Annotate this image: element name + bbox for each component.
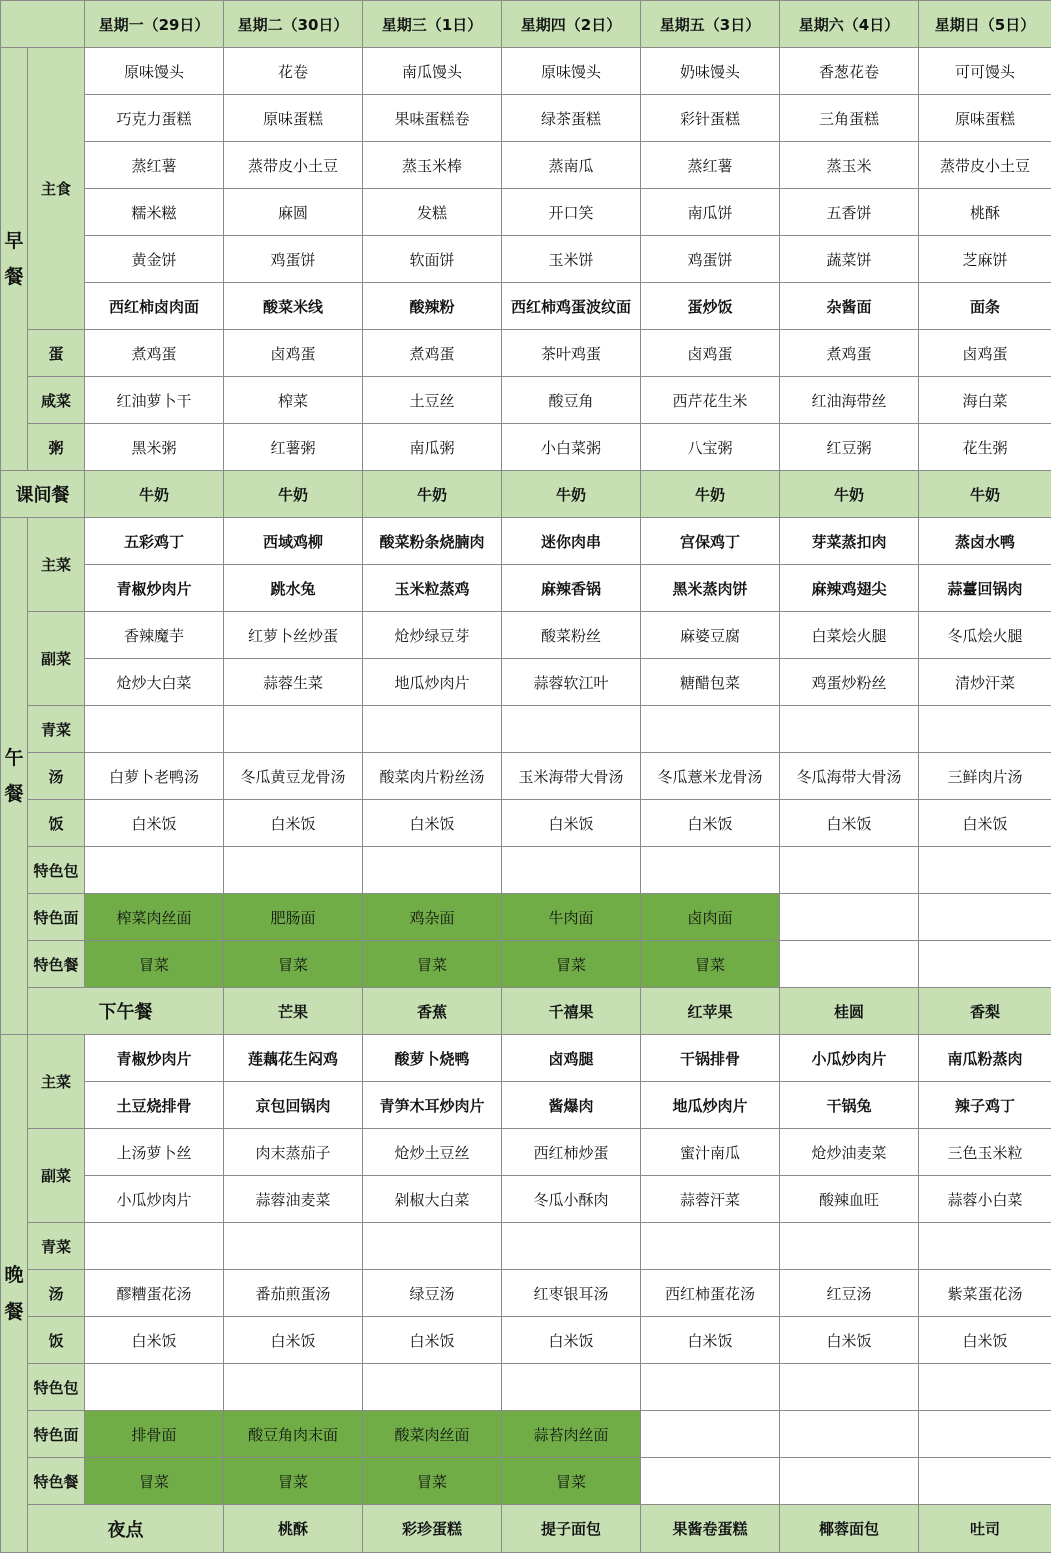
- menu-cell: 玉米粒蒸鸡: [363, 565, 502, 612]
- menu-row: [1, 894, 1051, 941]
- menu-cell: 冒菜: [641, 941, 780, 988]
- menu-cell: 蒸玉米棒: [363, 142, 502, 189]
- menu-cell: 糖醋包菜: [641, 659, 780, 706]
- menu-cell: 红油萝卜干: [85, 377, 224, 424]
- menu-cell: 果味蛋糕卷: [363, 95, 502, 142]
- category-label: 特色餐: [28, 941, 85, 988]
- menu-cell: 酸菜肉片粉丝汤: [363, 753, 502, 800]
- category-label: 副菜: [28, 612, 85, 706]
- menu-cell: 彩珍蛋糕: [363, 1505, 502, 1553]
- menu-cell: 原味蛋糕: [224, 95, 363, 142]
- menu-row: [1, 1129, 1051, 1176]
- menu-cell: [780, 1411, 919, 1458]
- menu-cell: 干锅兔: [780, 1082, 919, 1129]
- menu-cell: 三鲜肉片汤: [919, 753, 1051, 800]
- menu-cell: 牛奶: [85, 471, 224, 518]
- menu-cell: 鸡蛋饼: [641, 236, 780, 283]
- menu-cell: [780, 894, 919, 941]
- menu-cell: 酸辣血旺: [780, 1176, 919, 1223]
- menu-row: [1, 283, 1051, 330]
- menu-cell: [919, 706, 1051, 753]
- menu-cell: [85, 1364, 224, 1411]
- category-label: 特色面: [28, 1411, 85, 1458]
- menu-cell: 白米饭: [502, 800, 641, 847]
- menu-cell: 青笋木耳炒肉片: [363, 1082, 502, 1129]
- menu-cell: 南瓜馒头: [363, 48, 502, 95]
- meal-label-dinner: [1, 1035, 28, 1553]
- menu-cell: [919, 894, 1051, 941]
- menu-cell: 可可馒头: [919, 48, 1051, 95]
- menu-row: [1, 988, 1051, 1035]
- category-label: 主食: [28, 48, 85, 330]
- menu-cell: 三角蛋糕: [780, 95, 919, 142]
- menu-cell: 彩针蛋糕: [641, 95, 780, 142]
- category-label: 青菜: [28, 706, 85, 753]
- menu-cell: [502, 706, 641, 753]
- menu-cell: [502, 1364, 641, 1411]
- menu-cell: 白米饭: [919, 800, 1051, 847]
- menu-cell: 炝炒绿豆芽: [363, 612, 502, 659]
- menu-cell: 清炒汗菜: [919, 659, 1051, 706]
- menu-cell: 煮鸡蛋: [363, 330, 502, 377]
- menu-cell: 白米饭: [780, 1317, 919, 1364]
- menu-cell: 八宝粥: [641, 424, 780, 471]
- category-label: 饭: [28, 1317, 85, 1364]
- menu-cell: 蜜汁南瓜: [641, 1129, 780, 1176]
- menu-cell: 卤鸡腿: [502, 1035, 641, 1082]
- menu-cell: 宫保鸡丁: [641, 518, 780, 565]
- menu-cell: 酸菜肉丝面: [363, 1411, 502, 1458]
- menu-cell: 花生粥: [919, 424, 1051, 471]
- menu-cell: 蒜蓉软江叶: [502, 659, 641, 706]
- menu-cell: 红薯粥: [224, 424, 363, 471]
- menu-cell: [85, 706, 224, 753]
- menu-row: [1, 1364, 1051, 1411]
- menu-cell: [363, 847, 502, 894]
- category-label: 蛋: [28, 330, 85, 377]
- menu-cell: 鸡蛋炒粉丝: [780, 659, 919, 706]
- menu-cell: 肉末蒸茄子: [224, 1129, 363, 1176]
- menu-cell: 榨菜: [224, 377, 363, 424]
- menu-row: [1, 95, 1051, 142]
- menu-cell: 黑米粥: [85, 424, 224, 471]
- menu-cell: 原味蛋糕: [919, 95, 1051, 142]
- menu-cell: 芝麻饼: [919, 236, 1051, 283]
- menu-cell: 煮鸡蛋: [780, 330, 919, 377]
- menu-cell: [919, 941, 1051, 988]
- menu-cell: 西红柿炒蛋: [502, 1129, 641, 1176]
- menu-cell: 红萝卜丝炒蛋: [224, 612, 363, 659]
- menu-cell: [363, 1364, 502, 1411]
- menu-cell: 冒菜: [363, 1458, 502, 1505]
- menu-cell: 香辣魔芋: [85, 612, 224, 659]
- menu-cell: 地瓜炒肉片: [363, 659, 502, 706]
- menu-cell: 蒸卤水鸭: [919, 518, 1051, 565]
- menu-row: [1, 189, 1051, 236]
- menu-cell: 麻婆豆腐: [641, 612, 780, 659]
- menu-cell: 排骨面: [85, 1411, 224, 1458]
- menu-cell: 冬瓜烩火腿: [919, 612, 1051, 659]
- menu-cell: 西芹花生米: [641, 377, 780, 424]
- menu-cell: 西红柿卤肉面: [85, 283, 224, 330]
- menu-cell: 冒菜: [502, 941, 641, 988]
- menu-cell: 小瓜炒肉片: [780, 1035, 919, 1082]
- meal-label-breakfast: [1, 48, 28, 471]
- menu-cell: [224, 1364, 363, 1411]
- category-label: 主菜: [28, 1035, 85, 1129]
- meal-label-morning-snack: 课间餐: [1, 471, 85, 518]
- menu-cell: 巧克力蛋糕: [85, 95, 224, 142]
- menu-cell: [502, 1223, 641, 1270]
- day-header: 星期一（29日）: [85, 1, 224, 48]
- menu-cell: 冒菜: [363, 941, 502, 988]
- menu-cell: 白米饭: [641, 1317, 780, 1364]
- menu-cell: 卤鸡蛋: [224, 330, 363, 377]
- day-header: 星期四（2日）: [502, 1, 641, 48]
- menu-cell: 红油海带丝: [780, 377, 919, 424]
- menu-cell: 蒜蓉汗菜: [641, 1176, 780, 1223]
- category-label: 特色包: [28, 847, 85, 894]
- menu-cell: 白米饭: [780, 800, 919, 847]
- menu-cell: 奶味馒头: [641, 48, 780, 95]
- menu-cell: 提子面包: [502, 1505, 641, 1553]
- menu-cell: [641, 706, 780, 753]
- menu-cell: 蒜蓉小白菜: [919, 1176, 1051, 1223]
- menu-cell: 牛奶: [502, 471, 641, 518]
- menu-cell: 剁椒大白菜: [363, 1176, 502, 1223]
- menu-cell: 五彩鸡丁: [85, 518, 224, 565]
- menu-cell: 冬瓜薏米龙骨汤: [641, 753, 780, 800]
- menu-cell: 小白菜粥: [502, 424, 641, 471]
- menu-cell: 青椒炒肉片: [85, 1035, 224, 1082]
- menu-row: [1, 142, 1051, 189]
- menu-row: [1, 753, 1051, 800]
- category-label: 饭: [28, 800, 85, 847]
- menu-cell: 红枣银耳汤: [502, 1270, 641, 1317]
- category-label: 汤: [28, 1270, 85, 1317]
- menu-cell: 辣子鸡丁: [919, 1082, 1051, 1129]
- menu-cell: [780, 1458, 919, 1505]
- menu-cell: 蒸带皮小土豆: [224, 142, 363, 189]
- menu-cell: 西红柿蛋花汤: [641, 1270, 780, 1317]
- menu-cell: 鸡杂面: [363, 894, 502, 941]
- menu-cell: 酸豆角: [502, 377, 641, 424]
- menu-cell: 冒菜: [85, 941, 224, 988]
- menu-cell: 酱爆肉: [502, 1082, 641, 1129]
- menu-row: [1, 659, 1051, 706]
- menu-cell: [919, 847, 1051, 894]
- menu-cell: 牛奶: [919, 471, 1051, 518]
- menu-cell: 酸辣粉: [363, 283, 502, 330]
- menu-row: [1, 565, 1051, 612]
- menu-row: [1, 800, 1051, 847]
- menu-cell: 酸豆角肉末面: [224, 1411, 363, 1458]
- menu-cell: 紫菜蛋花汤: [919, 1270, 1051, 1317]
- menu-cell: 面条: [919, 283, 1051, 330]
- meal-label-text: 午餐: [5, 740, 24, 812]
- category-label: 特色面: [28, 894, 85, 941]
- menu-cell: 小瓜炒肉片: [85, 1176, 224, 1223]
- menu-row: [1, 1, 1051, 48]
- menu-cell: 西红柿鸡蛋波纹面: [502, 283, 641, 330]
- menu-cell: 白米饭: [502, 1317, 641, 1364]
- menu-cell: 蒸带皮小土豆: [919, 142, 1051, 189]
- menu-cell: 三色玉米粒: [919, 1129, 1051, 1176]
- menu-cell: 酸菜米线: [224, 283, 363, 330]
- menu-cell: 蒸红薯: [641, 142, 780, 189]
- menu-cell: 蒸南瓜: [502, 142, 641, 189]
- menu-cell: 青椒炒肉片: [85, 565, 224, 612]
- menu-cell: 炝炒油麦菜: [780, 1129, 919, 1176]
- menu-cell: 煮鸡蛋: [85, 330, 224, 377]
- menu-cell: 白米饭: [919, 1317, 1051, 1364]
- menu-cell: [641, 847, 780, 894]
- menu-cell: 红苹果: [641, 988, 780, 1035]
- menu-cell: 杂酱面: [780, 283, 919, 330]
- menu-cell: 冒菜: [224, 941, 363, 988]
- menu-row: [1, 471, 1051, 518]
- menu-cell: 卤鸡蛋: [641, 330, 780, 377]
- menu-cell: 桂圆: [780, 988, 919, 1035]
- menu-cell: 麻辣香锅: [502, 565, 641, 612]
- menu-cell: 冬瓜海带大骨汤: [780, 753, 919, 800]
- menu-row: [1, 1176, 1051, 1223]
- menu-cell: 芽菜蒸扣肉: [780, 518, 919, 565]
- menu-cell: 牛奶: [224, 471, 363, 518]
- menu-cell: 蒸玉米: [780, 142, 919, 189]
- menu-cell: [502, 847, 641, 894]
- menu-cell: 上汤萝卜丝: [85, 1129, 224, 1176]
- menu-cell: 白米饭: [224, 800, 363, 847]
- menu-cell: [780, 847, 919, 894]
- menu-cell: [919, 1411, 1051, 1458]
- menu-cell: 蒜蓉生菜: [224, 659, 363, 706]
- menu-cell: 香蕉: [363, 988, 502, 1035]
- category-label: 特色餐: [28, 1458, 85, 1505]
- menu-cell: 土豆丝: [363, 377, 502, 424]
- menu-cell: 麻圆: [224, 189, 363, 236]
- menu-cell: 红豆汤: [780, 1270, 919, 1317]
- menu-cell: 果酱卷蛋糕: [641, 1505, 780, 1553]
- menu-row: [1, 1035, 1051, 1082]
- category-label: 汤: [28, 753, 85, 800]
- menu-cell: 吐司: [919, 1505, 1051, 1553]
- menu-cell: 冬瓜黄豆龙骨汤: [224, 753, 363, 800]
- menu-cell: 桃酥: [224, 1505, 363, 1553]
- menu-cell: 香葱花卷: [780, 48, 919, 95]
- menu-cell: 土豆烧排骨: [85, 1082, 224, 1129]
- menu-cell: [363, 1223, 502, 1270]
- menu-row: [1, 1270, 1051, 1317]
- category-label: 青菜: [28, 1223, 85, 1270]
- corner-cell: [1, 1, 85, 48]
- menu-cell: 五香饼: [780, 189, 919, 236]
- meal-label-lunch: [1, 518, 28, 1035]
- menu-cell: 酸菜粉条烧腩肉: [363, 518, 502, 565]
- menu-cell: [641, 1223, 780, 1270]
- menu-cell: 蒜薹回锅肉: [919, 565, 1051, 612]
- day-header: 星期五（3日）: [641, 1, 780, 48]
- meal-label-night-snack: 夜点: [28, 1505, 224, 1553]
- category-label: 咸菜: [28, 377, 85, 424]
- menu-cell: 白菜烩火腿: [780, 612, 919, 659]
- meal-label-text: 早餐: [5, 223, 24, 295]
- menu-row: [1, 1223, 1051, 1270]
- menu-row: [1, 377, 1051, 424]
- menu-cell: 开口笑: [502, 189, 641, 236]
- menu-cell: 鸡蛋饼: [224, 236, 363, 283]
- menu-cell: 椰蓉面包: [780, 1505, 919, 1553]
- menu-cell: 蒸红薯: [85, 142, 224, 189]
- menu-cell: [780, 1364, 919, 1411]
- menu-cell: [85, 1223, 224, 1270]
- menu-cell: 南瓜饼: [641, 189, 780, 236]
- menu-row: [1, 847, 1051, 894]
- menu-cell: 白萝卜老鸭汤: [85, 753, 224, 800]
- menu-cell: 玉米海带大骨汤: [502, 753, 641, 800]
- menu-cell: 榨菜肉丝面: [85, 894, 224, 941]
- menu-cell: [919, 1458, 1051, 1505]
- menu-cell: 发糕: [363, 189, 502, 236]
- menu-cell: 白米饭: [224, 1317, 363, 1364]
- menu-cell: 冒菜: [502, 1458, 641, 1505]
- menu-cell: [85, 847, 224, 894]
- menu-cell: 桃酥: [919, 189, 1051, 236]
- menu-cell: [641, 1458, 780, 1505]
- menu-cell: 原味馒头: [85, 48, 224, 95]
- menu-row: [1, 1317, 1051, 1364]
- menu-cell: 莲藕花生闷鸡: [224, 1035, 363, 1082]
- menu-cell: 白米饭: [363, 1317, 502, 1364]
- menu-cell: 玉米饼: [502, 236, 641, 283]
- menu-cell: 麻辣鸡翅尖: [780, 565, 919, 612]
- menu-cell: 白米饭: [85, 1317, 224, 1364]
- menu-cell: 卤鸡蛋: [919, 330, 1051, 377]
- menu-cell: 黄金饼: [85, 236, 224, 283]
- menu-row: [1, 518, 1051, 565]
- menu-cell: 冒菜: [224, 1458, 363, 1505]
- menu-cell: 牛肉面: [502, 894, 641, 941]
- menu-cell: 牛奶: [780, 471, 919, 518]
- menu-cell: 海白菜: [919, 377, 1051, 424]
- menu-cell: 茶叶鸡蛋: [502, 330, 641, 377]
- menu-cell: 卤肉面: [641, 894, 780, 941]
- category-label: 主菜: [28, 518, 85, 612]
- menu-row: [1, 941, 1051, 988]
- meal-label-text: 晚餐: [5, 1257, 24, 1329]
- menu-row: [1, 706, 1051, 753]
- menu-row: [1, 612, 1051, 659]
- menu-cell: 南瓜粥: [363, 424, 502, 471]
- day-header: 星期日（5日）: [919, 1, 1051, 48]
- menu-cell: 干锅排骨: [641, 1035, 780, 1082]
- menu-cell: [780, 941, 919, 988]
- menu-cell: 白米饭: [363, 800, 502, 847]
- menu-cell: 炝炒土豆丝: [363, 1129, 502, 1176]
- menu-row: [1, 1082, 1051, 1129]
- menu-row: [1, 48, 1051, 95]
- menu-cell: [641, 1364, 780, 1411]
- day-header: 星期三（1日）: [363, 1, 502, 48]
- menu-cell: 番茄煎蛋汤: [224, 1270, 363, 1317]
- menu-cell: 地瓜炒肉片: [641, 1082, 780, 1129]
- day-header: 星期六（4日）: [780, 1, 919, 48]
- menu-row: [1, 1505, 1051, 1553]
- menu-cell: [919, 1364, 1051, 1411]
- category-label: 粥: [28, 424, 85, 471]
- menu-row: [1, 1458, 1051, 1505]
- menu-cell: [641, 1411, 780, 1458]
- menu-cell: 南瓜粉蒸肉: [919, 1035, 1051, 1082]
- menu-cell: 炝炒大白菜: [85, 659, 224, 706]
- menu-cell: 红豆粥: [780, 424, 919, 471]
- menu-cell: [224, 706, 363, 753]
- menu-cell: 冬瓜小酥肉: [502, 1176, 641, 1223]
- menu-cell: 花卷: [224, 48, 363, 95]
- menu-cell: 糯米糍: [85, 189, 224, 236]
- menu-cell: 京包回锅肉: [224, 1082, 363, 1129]
- category-label: 特色包: [28, 1364, 85, 1411]
- menu-cell: 原味馒头: [502, 48, 641, 95]
- menu-cell: 迷你肉串: [502, 518, 641, 565]
- menu-cell: 绿豆汤: [363, 1270, 502, 1317]
- menu-cell: 芒果: [224, 988, 363, 1035]
- menu-cell: 跳水兔: [224, 565, 363, 612]
- menu-cell: 白米饭: [641, 800, 780, 847]
- menu-cell: [919, 1223, 1051, 1270]
- menu-cell: 蒜蓉油麦菜: [224, 1176, 363, 1223]
- menu-row: [1, 1411, 1051, 1458]
- menu-cell: 千禧果: [502, 988, 641, 1035]
- menu-cell: 蒜苔肉丝面: [502, 1411, 641, 1458]
- menu-cell: 牛奶: [641, 471, 780, 518]
- menu-cell: 冒菜: [85, 1458, 224, 1505]
- menu-cell: 香梨: [919, 988, 1051, 1035]
- menu-cell: 白米饭: [85, 800, 224, 847]
- menu-cell: 牛奶: [363, 471, 502, 518]
- menu-row: [1, 330, 1051, 377]
- menu-cell: 肥肠面: [224, 894, 363, 941]
- category-label: 副菜: [28, 1129, 85, 1223]
- meal-label-afternoon-snack: 下午餐: [28, 988, 224, 1035]
- menu-cell: [780, 1223, 919, 1270]
- day-header: 星期二（30日）: [224, 1, 363, 48]
- menu-row: [1, 236, 1051, 283]
- menu-cell: [780, 706, 919, 753]
- menu-cell: 醪糟蛋花汤: [85, 1270, 224, 1317]
- menu-cell: 蔬菜饼: [780, 236, 919, 283]
- menu-cell: 酸萝卜烧鸭: [363, 1035, 502, 1082]
- menu-cell: 蛋炒饭: [641, 283, 780, 330]
- menu-cell: [363, 706, 502, 753]
- menu-cell: [224, 847, 363, 894]
- menu-row: [1, 424, 1051, 471]
- menu-cell: 绿茶蛋糕: [502, 95, 641, 142]
- menu-cell: 黑米蒸肉饼: [641, 565, 780, 612]
- menu-cell: 软面饼: [363, 236, 502, 283]
- menu-cell: 酸菜粉丝: [502, 612, 641, 659]
- menu-cell: 西域鸡柳: [224, 518, 363, 565]
- menu-cell: [224, 1223, 363, 1270]
